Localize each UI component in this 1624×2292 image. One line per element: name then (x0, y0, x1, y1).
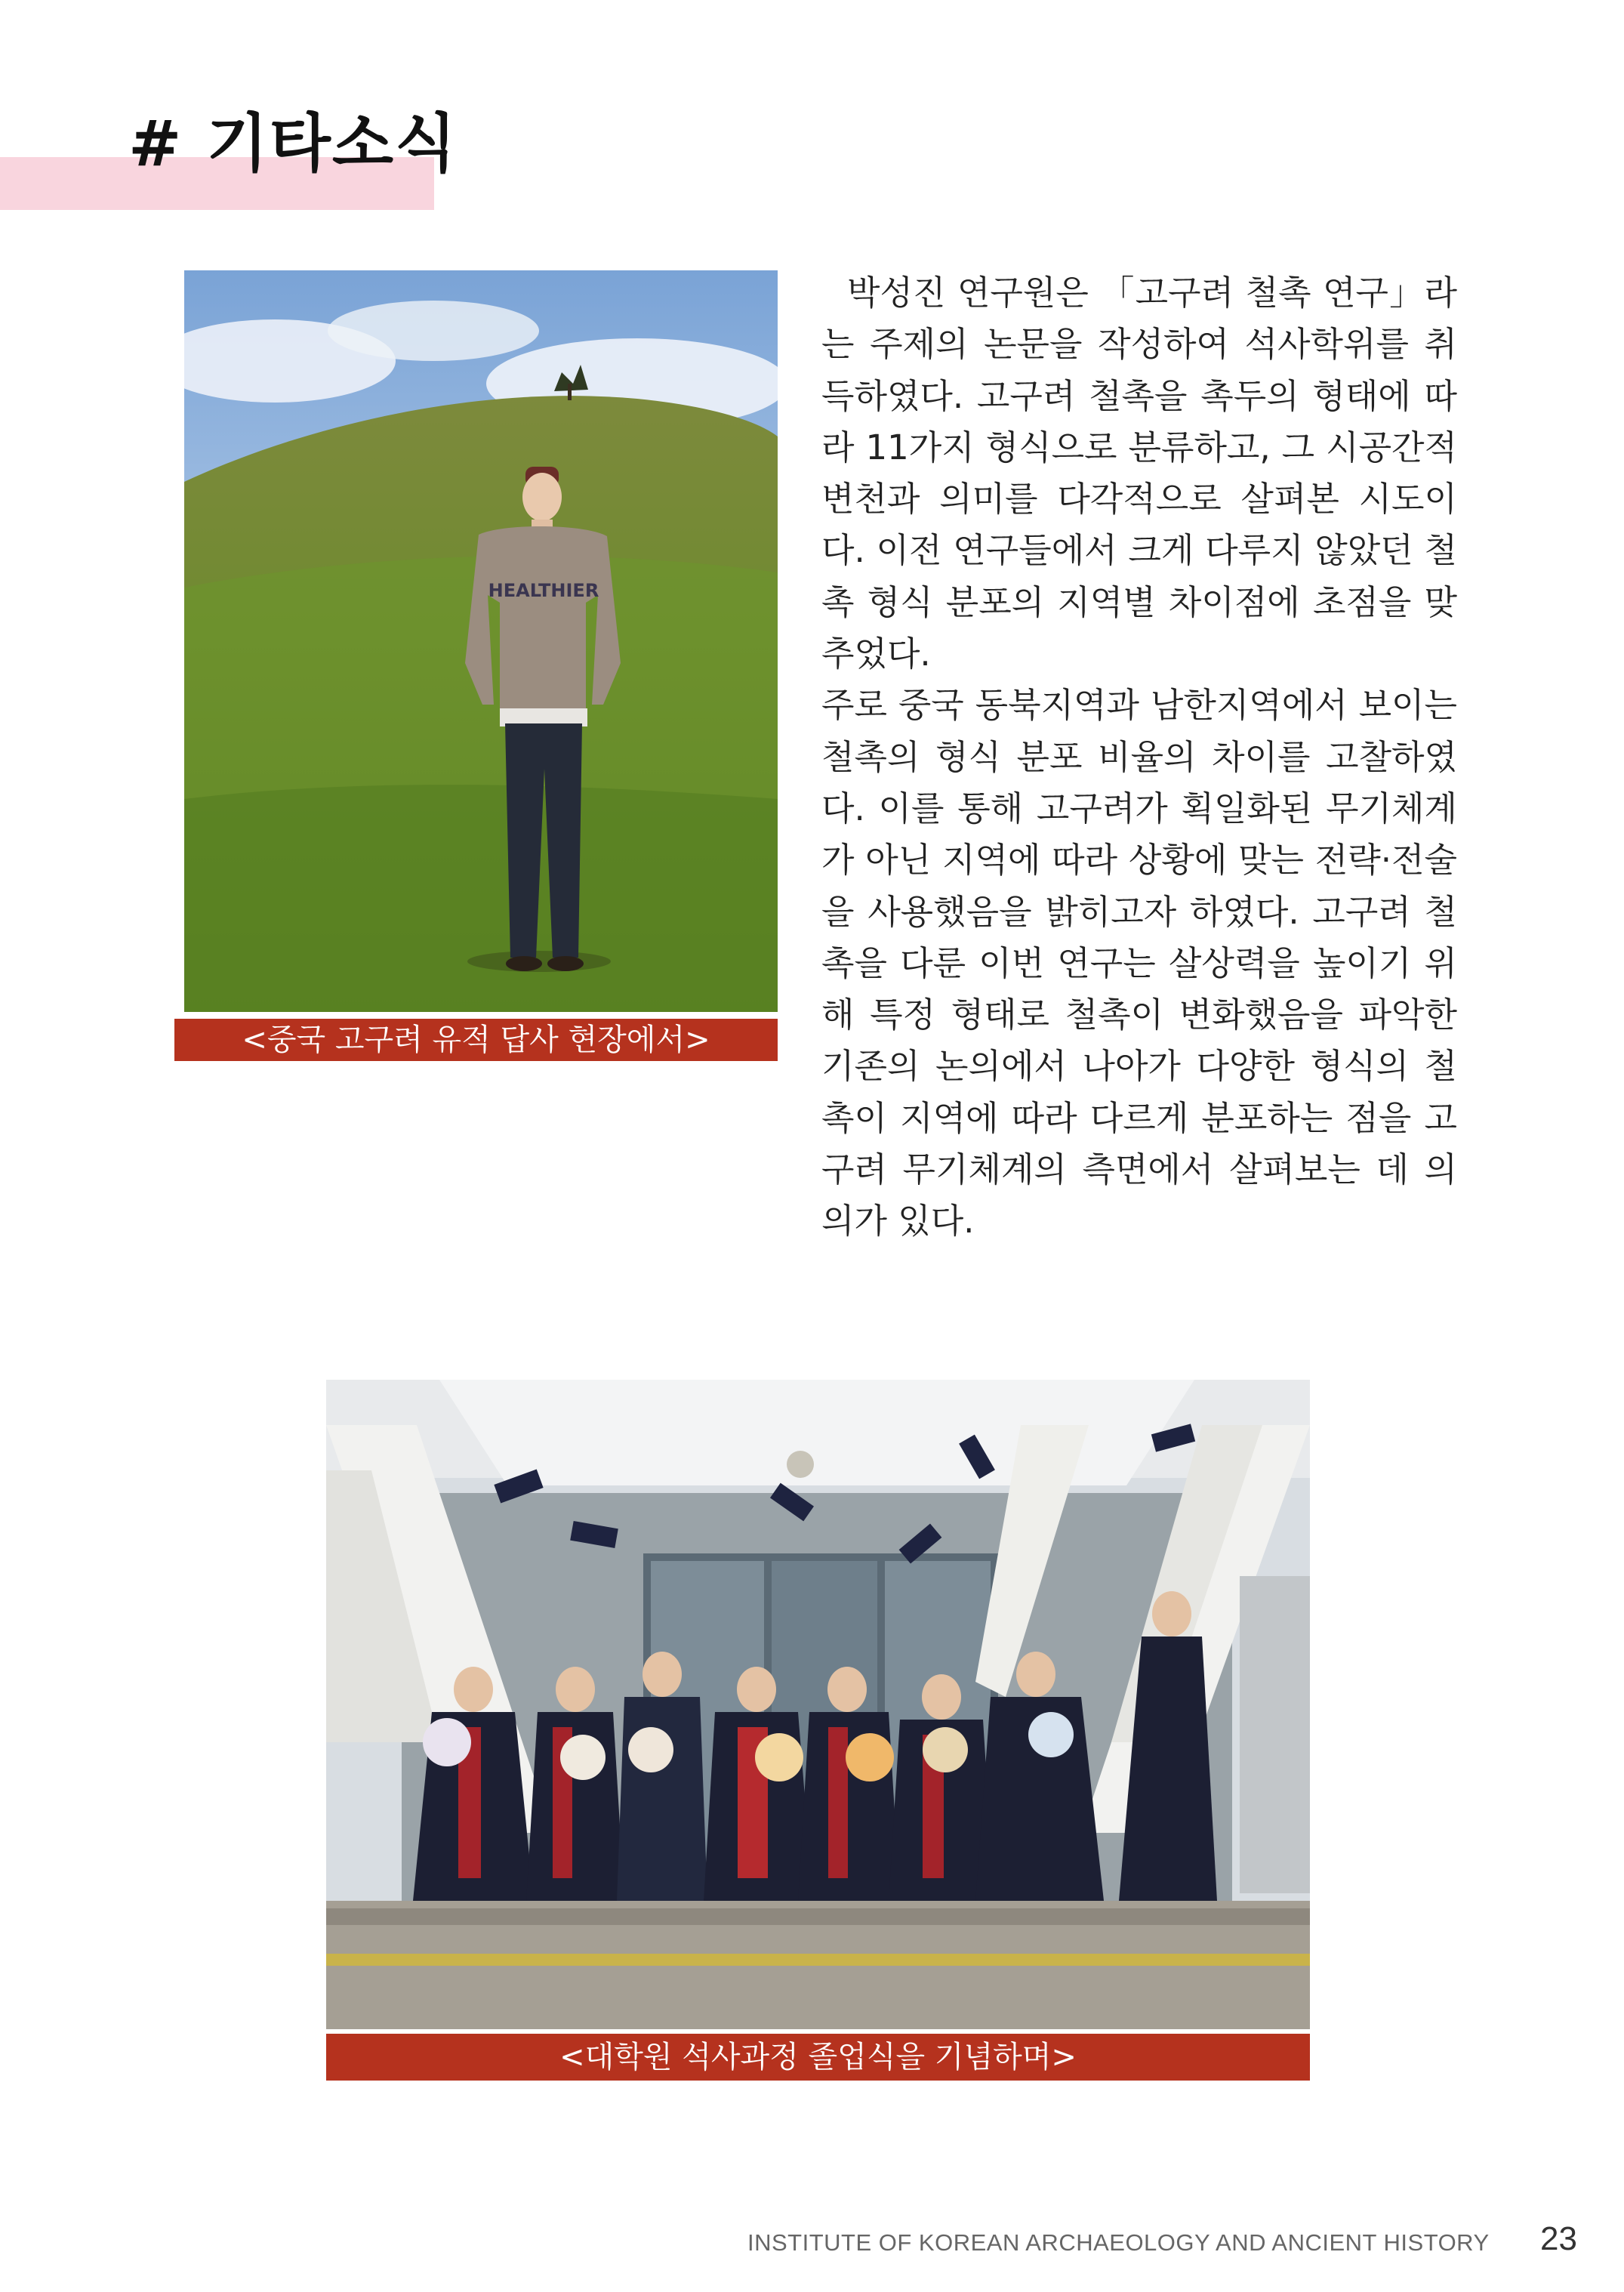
page-number: 23 (1540, 2220, 1577, 2257)
footer-institute: INSTITUTE OF KOREAN ARCHAEOLOGY AND ANCIENT HISTORY (747, 2229, 1490, 2256)
photo1-caption: <중국 고구려 유적 답사 현장에서> (174, 1019, 778, 1061)
photo2-caption: <대학원 석사과정 졸업식을 기념하며> (326, 2034, 1310, 2081)
field-trip-photo (184, 270, 778, 1012)
article-body (821, 267, 1457, 1248)
graduation-photo (326, 1380, 1310, 2029)
article-paragraph: 주로 중국 동북지역과 남한지역에서 보이는 철촉의 형식 분포 비율의 차이를 고찰하였다. 이를 통해 고구려가 획일화된 무기체계가 아닌 지역에 따라 상황에 맞는 전략·전술을 사용했음을 밝히고자 하였다. 고구려 철촉을 다룬 이번 연구는 살상력을 높이기 위해 특정 형태로 철촉이 변화했음을 파악한 기존의 논의에서 나아가 다양한 형식의 철촉이 지역에 따라 다르게 분포하는 점을 고구려 무기체계의 측면에서 살펴보는 데 의의가 있다. (821, 685, 1457, 1242)
section-title: # 기타소식 (128, 106, 458, 180)
article-paragraph: 박성진 연구원은 「고구려 철촉 연구」라는 주제의 논문을 작성하여 석사학위를 취득하였다. 고구려 철촉을 촉두의 형태에 따라 11가지 형식으로 분류하고, 그 시공간적 변천과 의미를 다각적으로 살펴본 시도이다. 이전 연구들에서 크게 다루지 않았던 철촉 형식 분포의 지역별 차이점에 초점을 맞추었다. (821, 273, 1457, 674)
shirt-text: HEALTHIER (488, 580, 599, 601)
